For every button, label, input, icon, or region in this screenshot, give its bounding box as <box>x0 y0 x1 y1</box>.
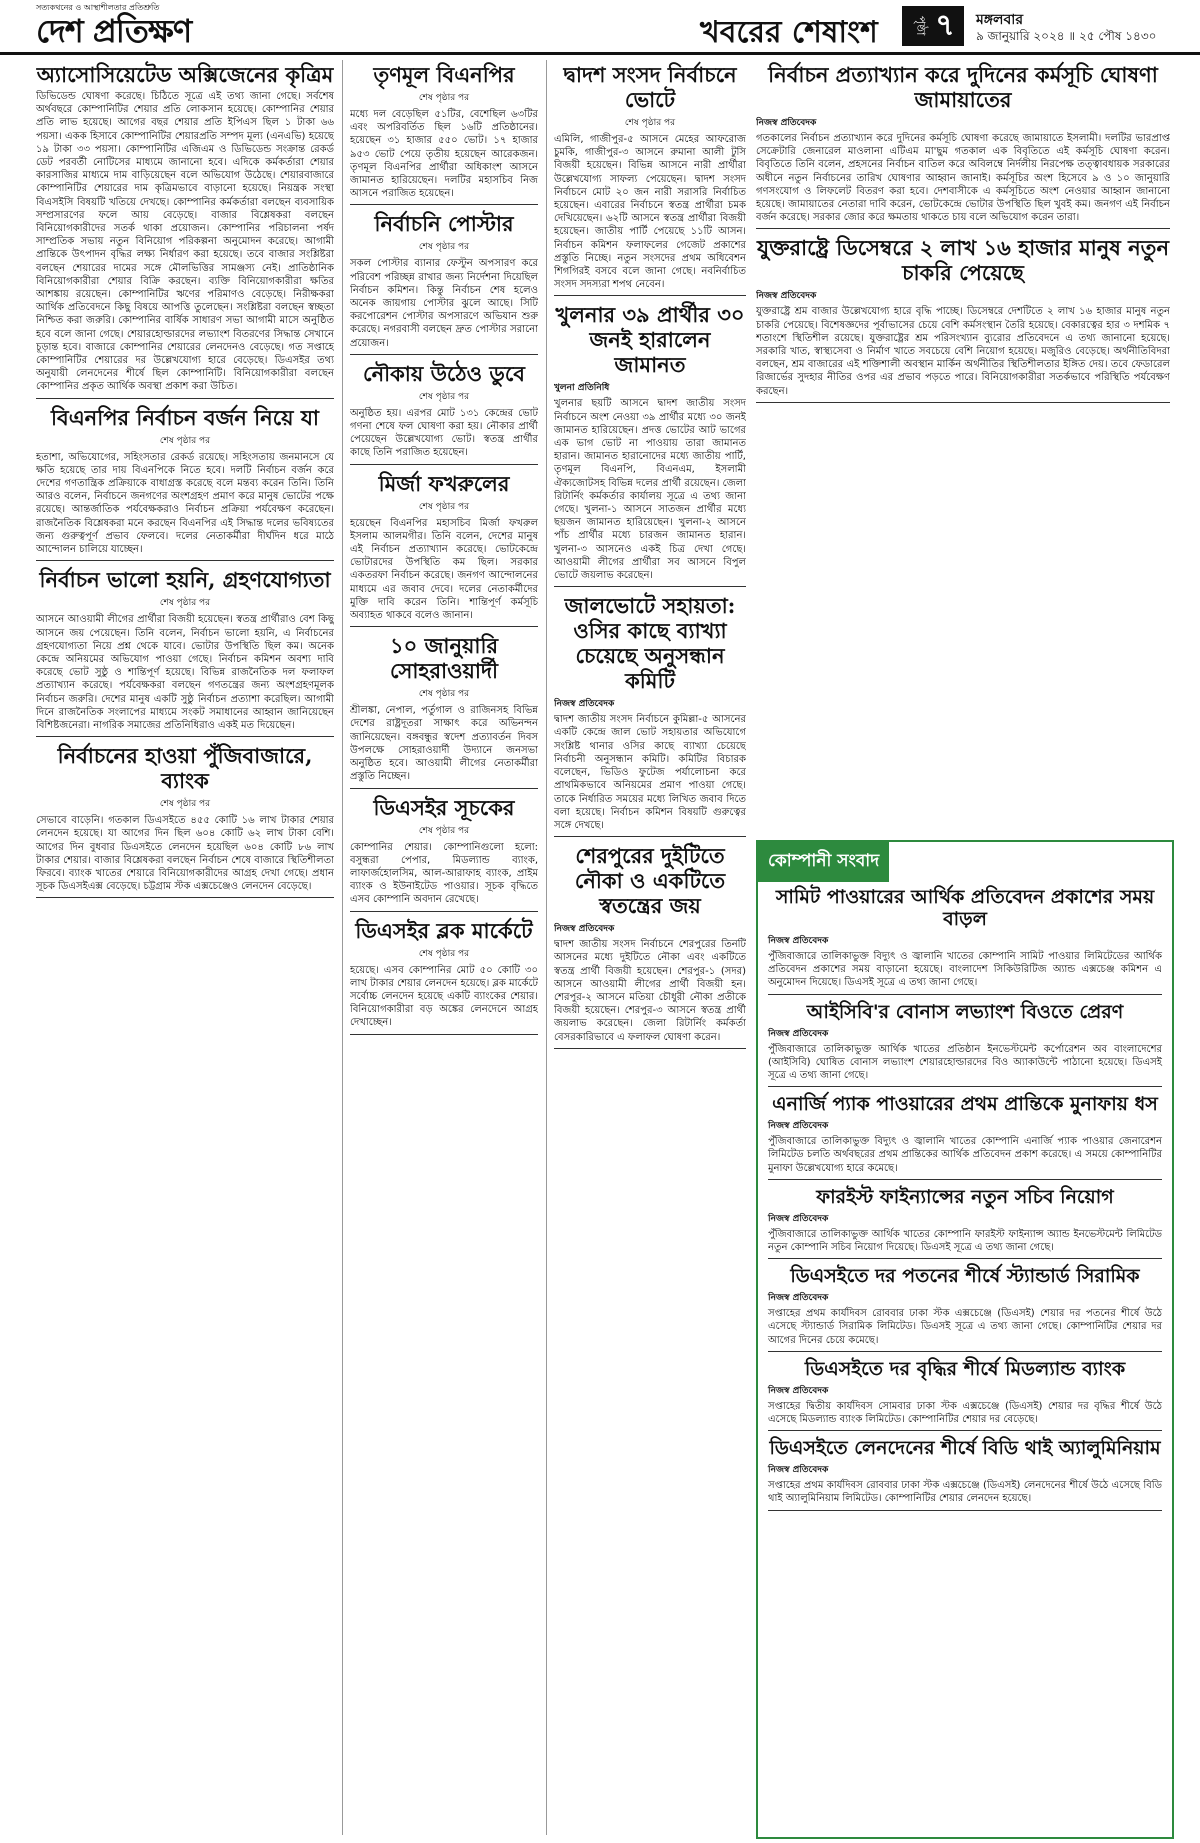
continued-label: শেষ পৃষ্ঠার পর <box>159 435 211 446</box>
article-body: সেভাবে বাড়েনি। গতকাল ডিএসইতে ৪৫৫ কোটি ১৬ লাখ টাকার শেয়ার লেনদেন হয়েছে। যা আগের দিন ছিল ৬০৪ কোটি ৬২ লাখ টাকা বেশি। আগের দিন বুধবার ডিএসইতে লেনদেন হয়েছিল ৬০৪ কোটি ৮৬ লাখ টাকার শেয়ার। বাজার বিশ্লেষকরা বলছেন নির্বাচন শেষে বাজারে স্থিতিশীলতা ফিরবে। ব্যাংক খাতের শেয়ারে বিনিয়োগকারীদের আগ্রহ দেখা গেছে। প্রধান সূচক ডিএসইএক্স বেড়েছে। চট্টগ্রাম স্টক এক্সচেঞ্জেও লেনদেন বেড়েছে। <box>36 815 334 893</box>
continued-label: শেষ পৃষ্ঠার পর <box>418 825 470 836</box>
article-body: ডিভিডেন্ড ঘোষণা করেছে। চিঠিতে সূত্রে এই তথ্য জানা গেছে। সর্বশেষ অর্থবছরে কোম্পানিটির শেয়ার প্রতি লোকসান হয়েছে। কোম্পানির শেয়ার প্রতি লাভ হয়েছে। আগের বছর শেয়ার প্রতি ইপিএস ছিল ১ টাকা ৬৬ পয়সা। একক হিসাবে কোম্পানিটির শেয়ারপ্রতি সম্পদ মূল্য (এনএভি) হয়েছে ১৯ টাকা ৩৩ পয়সা। কোম্পানিটির এজিএম ও ডিভিডেন্ড সংক্রান্ত রেকর্ড ডেট পরবর্তী নোটিসের মাধ্যমে জানানো হবে। এদিকে কর্মকর্তারা শেয়ার কারসাজির মাধ্যমে দাম বাড়িয়েছেন বলে অভিযোগ উঠেছে। শেয়ারবাজারে কোম্পানিটির শেয়ারের দাম কৃত্রিমভাবে বাড়ানো হয়েছে। নিয়ন্ত্রক সংস্থা বিএসইসি বিষয়টি খতিয়ে দেখছে। কোম্পানির কর্মকর্তারা বলছেন ব্যবসায়িক সম্প্রসারণের ফলে আয় বেড়েছে। বাজার বিশ্লেষকরা বলছেন বিনিয়োগকারীদের সতর্ক থাকা প্রয়োজন। কোম্পানির পরিচালনা পর্ষদ সাম্প্রতিক সভায় নতুন বিনিয়োগ পরিকল্পনা অনুমোদন করেছে। আগামী প্রান্তিকে উৎপাদন বৃদ্ধির লক্ষ্য নির্ধারণ করা হয়েছে। তবে বাজার সংশ্লিষ্টরা বলছেন শেয়ারের দামের সঙ্গে মৌলভিত্তির সামঞ্জস্য নেই। প্রাতিষ্ঠানিক বিনিয়োগকারীরা শেয়ার বিক্রি করছেন। ব্যক্তি বিনিয়োগকারীরা ক্ষতির আশঙ্কায় রয়েছেন। কোম্পানিটির ঋণের পরিমাণও বেড়েছে। নিরীক্ষকরা আর্থিক প্রতিবেদনে কিছু বিষয়ে আপত্তি তুলেছেন। সংশ্লিষ্টরা বলছেন স্বচ্ছতা নিশ্চিত করা জরুরি। কোম্পানির বার্ষিক সাধারণ সভা আগামী মাসে অনুষ্ঠিত হবে বলে জানা গেছে। শেয়ারহোল্ডারদের লভ্যাংশ বিতরণের সিদ্ধান্ত সেখানে চূড়ান্ত হবে। বাজারে কোম্পানির শেয়ারের লেনদেনও বেড়েছে। গত সপ্তাহে কোম্পানিটির শেয়ারের দর উল্লেখযোগ্য হারে বেড়েছে। ডিএসইর তথ্য অনুযায়ী লেনদেনের শীর্ষে ছিল কোম্পানিটি। বিনিয়োগকারীরা বলছেন কোম্পানির প্রকৃত আর্থিক অবস্থা প্রকাশ করা উচিত। <box>36 91 334 393</box>
article-body: অনুষ্ঠিত হয়। এরপর মোট ১৩১ কেন্দ্রের ভোট গণনা শেষে ফল ঘোষণা করা হয়। নৌকার প্রার্থী পেয়েছেন উল্লেখযোগ্য ভোট। স্বতন্ত্র প্রার্থীর কাছে তিনি পরাজিত হয়েছেন। <box>350 407 538 459</box>
article-headline: নির্বাচন ভালো হয়নি, গ্রহণযোগ্যতা <box>39 567 331 593</box>
article-body: পুঁজিবাজারে তালিকাভুক্ত বিদ্যুৎ ও জ্বালানি খাতের কোম্পানি সামিট পাওয়ার লিমিটেডের আর্থিক প্রতিবেদন প্রকাশের সময় বাড়ানো হয়েছে। বাংলাদেশ সিকিউরিটিজ অ্যান্ড এক্সচেঞ্জ কমিশন এ অনুমোদন দিয়েছে। ডিএসই সূত্রে এ তথ্য জানা গেছে। <box>768 951 1162 989</box>
article-body: হয়েছেন বিএনপির মহাসচিব মির্জা ফখরুল ইসলাম আলমগীর। তিনি বলেন, দেশের মানুষ এই নির্বাচন প্রত্যাখ্যান করেছে। ভোটকেন্দ্রে ভোটারদের উপস্থিতি কম ছিল। সরকার একতরফা নির্বাচন করেছে। জনগণ আন্দোলনের মাধ্যমে এর জবাব দেবে। দলের নেতাকর্মীদের মুক্তি দাবি করেন তিনি। শান্তিপূর্ণ কর্মসূচি অব্যাহত থাকবে বলেও জানান। <box>350 517 538 622</box>
article-headline: এনার্জি প্যাক পাওয়ারের প্রথম প্রান্তিকে মুনাফায় ধস <box>772 1093 1158 1116</box>
column-1 <box>36 60 334 1835</box>
article-headline: ডিএসইর সূচকের <box>373 794 515 820</box>
article-body: সপ্তাহের দ্বিতীয় কার্যদিবস সোমবার ঢাকা স্টক এক্সচেঞ্জে (ডিএসই) শেয়ার দর বৃদ্ধির শীর্ষে উঠে এসেছে মিডল্যান্ড ব্যাংক লিমিটেড। কোম্পানিটির শেয়ার দর বেড়েছে। <box>768 1400 1162 1426</box>
article-body: যুক্তরাষ্ট্রে শ্রম বাজার উল্লেখযোগ্য হারে বৃদ্ধি পাচ্ছে। ডিসেম্বরে দেশটিতে ২ লাখ ১৬ হাজার মানুষ নতুন চাকরি পেয়েছে। বিশেষজ্ঞদের পূর্বাভাসের চেয়ে বেশি কর্মসংস্থান তৈরি হয়েছে। বেকারত্বের হার ৩ দশমিক ৭ শতাংশে স্থিতিশীল রয়েছে। যুক্তরাষ্ট্রের শ্রম পরিসংখ্যান ব্যুরোর প্রতিবেদনে এ তথ্য জানানো হয়েছে। সরকারি খাত, স্বাস্থ্যসেবা ও নির্মাণ খাতে সবচেয়ে বেশি নিয়োগ হয়েছে। মজুরিও বেড়েছে। অর্থনীতিবিদরা বলছেন, শ্রম বাজারের এই শক্তিশালী অবস্থান মার্কিন অর্থনীতির স্থিতিশীলতার ইঙ্গিত দেয়। তবে ফেডারেল রিজার্ভের সুদহার নীতির ওপর এর প্রভাব পড়তে পারে। বিনিয়োগকারীরা সতর্কভাবে পরিস্থিতি পর্যবেক্ষণ করছেন। <box>756 306 1170 397</box>
article-headline: যুক্তরাষ্ট্রে ডিসেম্বরে ২ লাখ ১৬ হাজার মানুষ নতুন চাকরি পেয়েছে <box>757 235 1169 286</box>
article <box>36 743 334 898</box>
article-headline: ফারইস্ট ফাইন্যান্সের নতুন সচিব নিয়োগ <box>816 1185 1114 1208</box>
article-headline: তৃণমূল বিএনপির <box>373 62 515 87</box>
article <box>756 62 1170 229</box>
article-headline: দ্বাদশ সংসদ নির্বাচনে ভোটে <box>563 62 737 112</box>
article-body: গতকালের নির্বাচন প্রত্যাখ্যান করে দুদিনের কর্মসূচি ঘোষণা করেছে জামায়াতে ইসলামী। দলটির ভারপ্রাপ্ত সেক্রেটারি জেনারেল মাওলানা এটিএম মা'ছুম গতকাল এক বিবৃতিতে এই কর্মসূচি ঘোষণা করেন। বিবৃতিতে তিনি বলেন, প্রহসনের নির্বাচন বাতিল করে অবিলম্বে নির্দলীয় নিরপেক্ষ তত্ত্বাবধায়ক সরকারের অধীনে নতুন নির্বাচনের তারিখ ঘোষণার আহ্বান জানাই। কর্মসূচির অংশ হিসেবে ৯ ও ১০ জানুয়ারি গণসংযোগ ও লিফলেট বিতরণ করা হবে। দেশবাসীকে এ কর্মসূচিতে অংশ নেওয়ার আহ্বান জানানো হয়েছে। জামায়াতের নেতারা দাবি করেন, ভোটকেন্দ্রে ভোটার উপস্থিতি ছিল খুবই কম। জনগণ এই নির্বাচন বর্জন করেছে। সরকার জোর করে ক্ষমতায় থাকতে চায় বলে অভিযোগ করেন তারা। <box>756 133 1170 224</box>
continued-label: শেষ পৃষ্ঠার পর <box>159 799 211 810</box>
article <box>768 1358 1162 1431</box>
article-headline: অ্যাসোসিয়েটেড অক্সিজেনের কৃত্রিম <box>36 62 334 87</box>
continued-label: শেষ পৃষ্ঠার পর <box>418 501 470 512</box>
article <box>554 302 746 587</box>
byline: নিজস্ব প্রতিবেদক <box>756 291 817 302</box>
article-body: সপ্তাহের প্রথম কার্যদিবস রোববার ঢাকা স্টক এক্সচেঞ্জে (ডিএসই) শেয়ার দর পতনের শীর্ষে উঠে এসেছে স্ট্যান্ডার্ড সিরামিক লিমিটেড। ডিএসই সূত্রে এ তথ্য জানা গেছে। কোম্পানিটির শেয়ার দর আগের দিনের চেয়ে কমেছে। <box>768 1308 1162 1346</box>
article <box>350 795 538 912</box>
article <box>350 211 538 354</box>
column-2 <box>350 60 538 1835</box>
company-news-body <box>758 882 1172 1519</box>
article <box>768 886 1162 995</box>
article-headline: ডিএসইতে দর বৃদ্ধির শীর্ষে মিডল্যান্ড ব্যাংক <box>804 1357 1126 1380</box>
section-title: খবরের শেষাংশ <box>700 15 878 50</box>
article-headline: খুলনার ৩৯ প্রার্থীর ৩০ জনই হারালেন জামানত <box>555 302 745 378</box>
article-body: সকল পোস্টার ব্যানার ফেস্টুন অপসারণ করে পরিবেশ পরিচ্ছন্ন রাখার জন্য নির্দেশনা দিয়েছিল নির্বাচন কমিশন। কিন্তু নির্বাচন শেষ হলেও অনেক জায়গায় পোস্টার ঝুলে আছে। সিটি করপোরেশন পোস্টার অপসারণে অভিযান শুরু করেছে। নগরবাসী বলছেন দ্রুত পোস্টার সরানো প্রয়োজন। <box>350 258 538 349</box>
article-headline: নৌকায় উঠেও ডুবে <box>363 360 525 386</box>
day: মঙ্গলবার <box>976 12 1024 28</box>
article <box>554 593 746 837</box>
article <box>36 405 334 562</box>
date: ৯ জানুয়ারি ২০২৪ ॥ ২৫ পৌষ ১৪৩০ <box>976 29 1157 43</box>
byline: নিজস্ব প্রতিবেদক <box>768 1385 829 1396</box>
article-body: সপ্তাহের প্রথম কার্যদিবস রোববার ঢাকা স্টক এক্সচেঞ্জে (ডিএসই) লেনদেনের শীর্ষে উঠে এসেছে বিডি থাই অ্যালুমিনিয়াম লিমিটেড। কোম্পানিটির শেয়ার লেনদেন হয়েছে। <box>768 1480 1162 1505</box>
article-headline: আইসিবি'র বোনাস লভ্যাংশ বিওতে প্রেরণ <box>806 1000 1124 1023</box>
article-headline: ডিএসইতে দর পতনের শীর্ষে স্ট্যান্ডার্ড সিরামিক <box>790 1265 1140 1288</box>
column-4 <box>756 60 1170 832</box>
article <box>768 1093 1162 1180</box>
article <box>36 567 334 737</box>
article-headline: বিএনপির নির্বাচন বর্জন নিয়ে যা <box>51 404 319 430</box>
column-3 <box>554 60 746 1835</box>
article-headline: ১০ জানুয়ারি সোহরাওয়ার্দী <box>389 633 499 684</box>
article-body: পুঁজিবাজারে তালিকাভুক্ত বিদ্যুৎ ও জ্বালানি খাতের কোম্পানি এনার্জি প্যাক পাওয়ার জেনারেশন লিমিটেড চলতি অর্থবছরের প্রথম প্রান্তিকের আর্থিক প্রতিবেদন প্রকাশ করেছে। এ সময়ে কোম্পানিটির মুনাফা উল্লেখযোগ্য হারে কমেছে। <box>768 1136 1162 1174</box>
continued-label: শেষ পৃষ্ঠার পর <box>418 242 470 253</box>
article-headline: শেরপুরের দুইটিতে নৌকা ও একটিতে স্বতন্ত্রের জয় <box>574 843 726 919</box>
company-news-header: কোম্পানী সংবাদ <box>758 842 889 882</box>
byline: নিজস্ব প্রতিবেদক <box>768 1465 829 1476</box>
article-headline: নির্বাচনি পোস্টার <box>374 211 514 237</box>
article-headline: জালভোটে সহায়তা: ওসির কাছে ব্যাখ্যা চেয়েছে অনুসন্ধান কমিটি <box>564 593 736 694</box>
byline: নিজস্ব প্রতিবেদক <box>554 699 615 710</box>
byline: খুলনা প্রতিনিধি <box>554 383 610 394</box>
article-body: মধ্যে দল বেড়েছিল ৫১টির, বেশেছিল ৬৩টির এবং অপরিবর্তিত ছিল ১৬টি প্রতিষ্ঠানের। হয়েছেন ৩১ হাজার ৫৫০ ভোট। ১৭ হাজার ৯৫৩ ভোট পেয়ে তৃতীয় হয়েছেন আরেকজন। তৃণমূল বিএনপির প্রার্থীরা অধিকাংশ আসনে জামানত হারিয়েছেন। দলটির মহাসচিব নিজ আসনে পরাজিত হয়েছেন। <box>350 109 538 200</box>
continued-label: শেষ পৃষ্ঠার পর <box>418 689 470 700</box>
article-body: পুঁজিবাজারে তালিকাভুক্ত আর্থিক খাতের কোম্পানি ফারইস্ট ফাইন্যান্স অ্যান্ড ইনভেস্টমেন্ট লিমিটেড নতুন কোম্পানি সচিব নিয়োগ দিয়েছে। ডিএসই সূত্রে এ তথ্য জানা গেছে। <box>768 1228 1162 1254</box>
article-body: দ্বাদশ জাতীয় সংসদ নির্বাচনে কুমিল্লা-৫ আসনের একটি কেন্দ্রে জাল ভোট সহায়তার অভিযোগে সংশ্লিষ্ট থানার ওসির কাছে ব্যাখ্যা চেয়েছে নির্বাচনী অনুসন্ধান কমিটি। কমিটির বিচারক বলেছেন, ভিডিও ফুটেজ পর্যালোচনা করে প্রাথমিকভাবে অনিয়মের প্রমাণ পাওয়া গেছে। তাকে নির্ধারিত সময়ের মধ্যে লিখিত জবাব দিতে বলা হয়েছে। নির্বাচন কমিশন বিষয়টি গুরুত্বের সঙ্গে দেখছে। <box>554 714 746 831</box>
byline: নিজস্ব প্রতিবেদক <box>768 936 829 946</box>
masthead <box>0 0 1200 55</box>
article-headline: সামিট পাওয়ারের আর্থিক প্রতিবেদন প্রকাশের সময় বাড়ল <box>775 886 1155 930</box>
article-body: পুঁজিবাজারে তালিকাভুক্ত আর্থিক খাতের প্রতিষ্ঠান ইনভেস্টমেন্ট কর্পোরেশন অব বাংলাদেশের (আইসিবি) ঘোষিত বোনাস লভ্যাংশ শেয়ারহোল্ডারদের বিও অ্যাকাউন্টে পাঠানো হয়েছে। ডিএসই সূত্রে এ তথ্য জানা গেছে। <box>768 1043 1162 1082</box>
article <box>554 843 746 1049</box>
article <box>350 918 538 1035</box>
article <box>350 62 538 205</box>
page-label: পৃষ্ঠা <box>914 16 929 36</box>
continued-label: শেষ পৃষ্ঠার পর <box>624 118 676 128</box>
article <box>554 62 746 296</box>
article <box>350 471 538 628</box>
company-news-box <box>756 840 1174 1839</box>
byline: নিজস্ব প্রতিবেদক <box>768 1028 829 1039</box>
article-body: এমিলি, গাজীপুর-৫ আসনে মেহের আফরোজ চুমকি, গাজীপুর-৩ আসনে রুমানা আলী টুসি বিজয়ী হয়েছেন। বিভিন্ন আসনে নারী প্রার্থীরা উল্লেখযোগ্য সাফল্য পেয়েছেন। দ্বাদশ সংসদ নির্বাচনে মোট ২০ জন নারী সরাসরি নির্বাচিত হয়েছেন। এবারের নির্বাচনে স্বতন্ত্র প্রার্থীরা চমক দেখিয়েছেন। ৬২টি আসনে স্বতন্ত্র প্রার্থীরা বিজয়ী হয়েছেন। জাতীয় পার্টি পেয়েছে ১১টি আসন। নির্বাচন কমিশন ফলাফলের গেজেট প্রকাশের প্রস্তুতি নিচ্ছে। নতুন সংসদের প্রথম অধিবেশন শিগগিরই বসবে বলে জানা গেছে। নবনির্বাচিত সংসদ সদস্যরা শপথ নেবেন। <box>554 134 746 291</box>
article-headline: ডিএসইর ব্লক মার্কেটে <box>355 917 533 943</box>
article-body: খুলনার ছয়টি আসনে দ্বাদশ জাতীয় সংসদ নির্বাচনে অংশ নেওয়া ৩৯ প্রার্থীর মধ্যে ৩০ জনই জামানত হারিয়েছেন। প্রদত্ত ভোটের আট ভাগের এক ভাগ ভোট না পাওয়ায় তারা জামানত হারান। জামানত হারানোদের মধ্যে জাতীয় পার্টি, তৃণমূল বিএনপি, বিএনএম, ইসলামী ঐক্যজোটসহ বিভিন্ন দলের প্রার্থী রয়েছেন। জেলা রিটার্নিং কর্মকর্তার কার্যালয় সূত্রে এ তথ্য জানা গেছে। খুলনা-১ আসনে সাতজন প্রার্থীর মধ্যে ছয়জন জামানত হারিয়েছেন। খুলনা-২ আসনে পাঁচ প্রার্থীর মধ্যে চারজন জামানত হারান। খুলনা-৩ আসনেও একই চিত্র দেখা গেছে। আওয়ামী লীগের প্রার্থীরা সব আসনে বিপুল ভোটে জয়লাভ করেছেন। <box>554 398 746 582</box>
continued-label: শেষ পৃষ্ঠার পর <box>418 391 470 402</box>
article <box>768 1186 1162 1259</box>
article <box>350 633 538 788</box>
article-body: শ্রীলঙ্কা, নেপাল, পর্তুগাল ও রাজিনসহ বিভিন্ন দেশের রাষ্ট্রদূতরা সাক্ষাৎ করে অভিনন্দন জানিয়েছেন। বঙ্গবন্ধুর স্বদেশ প্রত্যাবর্তন দিবস উপলক্ষে সোহরাওয়ার্দী উদ্যানে জনসভা অনুষ্ঠিত হবে। আওয়ামী লীগের নেতাকর্মীরা প্রস্তুতি নিচ্ছেন। <box>350 705 538 783</box>
article <box>768 1001 1162 1088</box>
byline: নিজস্ব প্রতিবেদক <box>768 1213 829 1224</box>
continued-label: শেষ পৃষ্ঠার পর <box>159 598 211 609</box>
continued-label: শেষ পৃষ্ঠার পর <box>418 948 470 959</box>
article-body: আসনে আওয়ামী লীগের প্রার্থীরা বিজয়ী হয়েছেন। স্বতন্ত্র প্রার্থীরাও বেশ কিছু আসনে জয় পেয়েছেন। তিনি বলেন, নির্বাচন ভালো হয়নি, এ নির্বাচনের গ্রহণযোগ্যতা নিয়ে প্রশ্ন থেকে যাবে। ভোটার উপস্থিতি ছিল কম। অনেক কেন্দ্রে অনিয়মের অভিযোগ পাওয়া গেছে। নির্বাচন কমিশন অবশ্য দাবি করেছে ভোট সুষ্ঠু ও শান্তিপূর্ণ হয়েছে। বিভিন্ন রাজনৈতিক দল ফলাফল প্রত্যাখ্যান করেছে। পর্যবেক্ষকরা বলছেন গণতন্ত্রের জন্য অংশগ্রহণমূলক নির্বাচন জরুরি। দেশের মানুষ একটি সুষ্ঠু নির্বাচন প্রত্যাশা করেছিল। আগামী দিনে রাজনৈতিক সংলাপের মাধ্যমে সংকট সমাধানের আহ্বান জানিয়েছেন বিশিষ্টজনেরা। নাগরিক সমাজের প্রতিনিধিরাও একই মত দিয়েছেন। <box>36 614 334 731</box>
continued-label: শেষ পৃষ্ঠার পর <box>418 93 470 103</box>
tagline: সত্যকথনের ও আস্থাশীলতার প্রতিশ্রুতি <box>36 3 160 12</box>
page-number: ৭ <box>935 7 955 43</box>
byline: নিজস্ব প্রতিবেদক <box>554 924 615 935</box>
byline: নিজস্ব প্রতিবেদক <box>768 1293 829 1304</box>
article-body: দ্বাদশ জাতীয় সংসদ নির্বাচনে শেরপুরের তিনটি আসনের মধ্যে দুইটিতে নৌকা এবং একটিতে স্বতন্ত্র প্রার্থী বিজয়ী হয়েছেন। শেরপুর-১ (সদর) আসনে আওয়ামী লীগের প্রার্থী বিজয়ী হন। শেরপুর-২ আসনে মতিয়া চৌধুরী নৌকা প্রতীকে বিজয়ী হয়েছেন। শেরপুর-৩ আসনে স্বতন্ত্র প্রার্থী জয়লাভ করেছেন। জেলা রিটার্নিং কর্মকর্তা বেসরকারিভাবে এ ফলাফল ঘোষণা করেন। <box>554 939 746 1043</box>
page-number-box <box>902 6 964 46</box>
article <box>768 1437 1162 1510</box>
newspaper-logo: দেশ প্রতিক্ষণ <box>36 12 192 50</box>
article <box>756 235 1170 402</box>
article <box>350 361 538 465</box>
article-headline: নির্বাচন প্রত্যাখ্যান করে দুদিনের কর্মসূচি ঘোষণা জামায়াতের <box>768 62 1158 112</box>
article-body: কোম্পানির শেয়ার। কোম্পানিগুলো হলো: বসুন্ধরা পেপার, মিডল্যান্ড ব্যাংক, লাফার্জহোলসিম, আল-আরাফাহ ব্যাংক, প্রাইম ব্যাংক ও ইউনাইটেড পাওয়ার। সূচক বৃদ্ধিতে এসব কোম্পানি অবদান রেখেছে। <box>350 841 538 906</box>
article <box>36 62 334 399</box>
article-headline: নির্বাচনের হাওয়া পুঁজিবাজারে, ব্যাংক <box>57 743 313 794</box>
byline: নিজস্ব প্রতিবেদক <box>768 1121 829 1132</box>
byline: নিজস্ব প্রতিবেদক <box>756 118 817 128</box>
article-headline: মির্জা ফখরুলের <box>378 470 510 496</box>
article <box>768 1265 1162 1352</box>
article-body: হয়েছে। এসব কোম্পানির মোট ৫০ কোটি ৩০ লাখ টাকার শেয়ার লেনদেন হয়েছে। ব্লক মার্কেটে সর্বোচ্চ লেনদেন হয়েছে একটি ব্যাংকের শেয়ার। বিনিয়োগকারীরা বড় অঙ্কের লেনদেনে আগ্রহ দেখাচ্ছেন। <box>350 964 538 1029</box>
article-body: হতাশা, অভিযোগের, সহিংসতার রেকর্ড রয়েছে। সহিংসতায় জনমানসে যে ক্ষতি হয়েছে তার দায় বিএনপিকে নিতে হবে। দলটি নির্বাচন বর্জন করে দেশের গণতান্ত্রিক প্রক্রিয়াকে বাধাগ্রস্ত করেছে বলে মন্তব্য করেন তিনি। তিনি আরও বলেন, নির্বাচনে জনগণের অংশগ্রহণ প্রমাণ করে মানুষ ভোটের পক্ষে রয়েছে। আন্তর্জাতিক পর্যবেক্ষকরাও নির্বাচন প্রক্রিয়া পর্যবেক্ষণ করেছেন। রাজনৈতিক বিশ্লেষকরা মনে করছেন বিএনপির এই সিদ্ধান্ত দলের ভবিষ্যতের জন্য গুরুত্বপূর্ণ প্রভাব ফেলবে। দলের নেতাকর্মীরা দীর্ঘদিন ধরে মাঠে আন্দোলন চালিয়ে যাচ্ছেন। <box>36 451 334 556</box>
article-headline: ডিএসইতে লেনদেনের শীর্ষে বিডি থাই অ্যালুমিনিয়াম <box>769 1437 1161 1460</box>
